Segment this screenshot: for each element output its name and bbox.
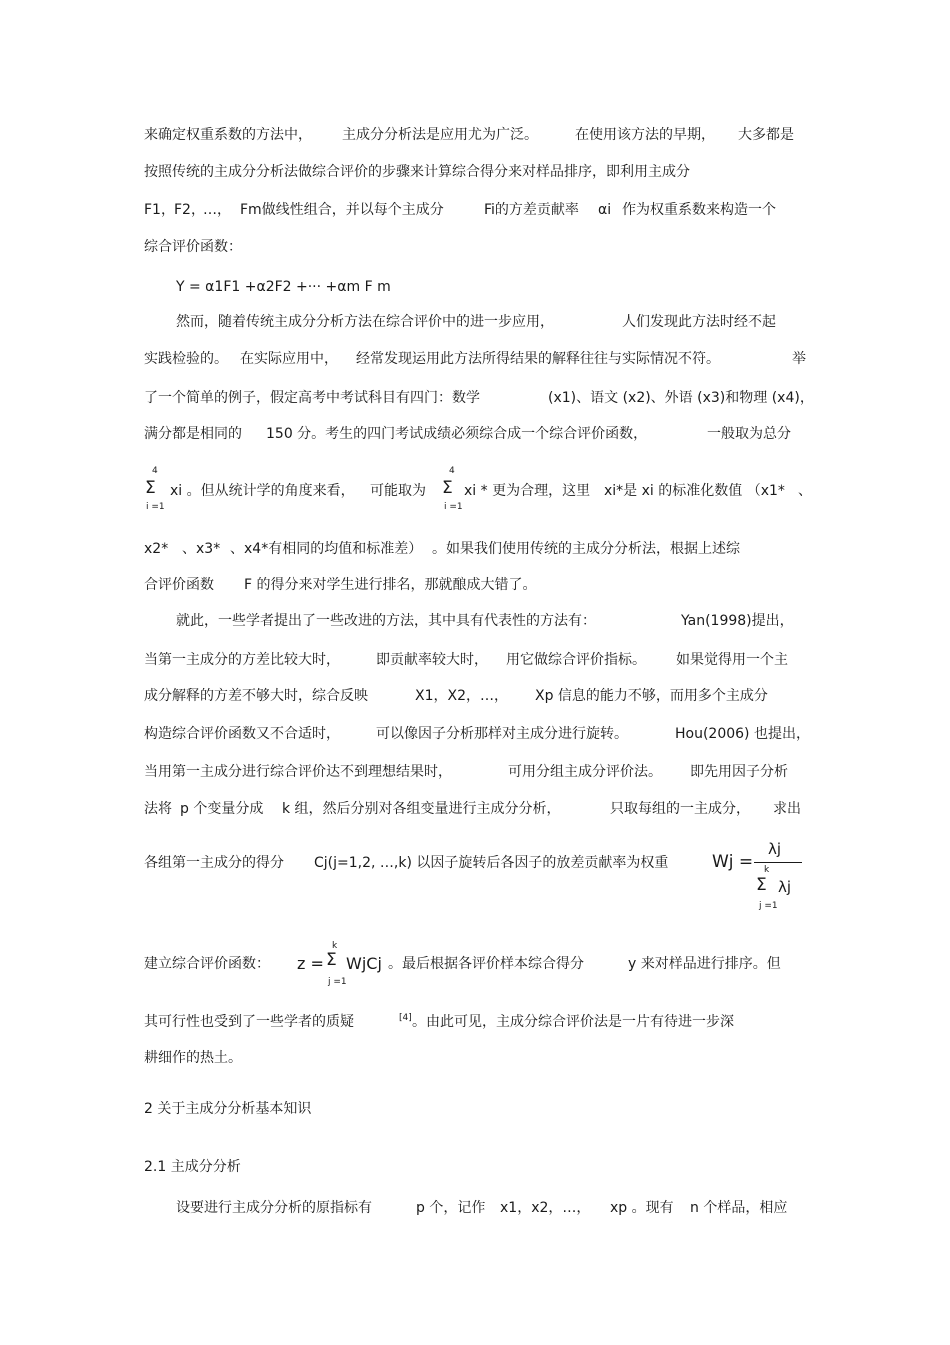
text: 了一个简单的例子，假定高考中考试科目有四门：数学	[144, 390, 480, 406]
text: 求出	[773, 801, 801, 817]
text: 。如果我们使用传统的主成分分析法，根据上述综	[432, 541, 740, 557]
text: 。由此可见，主成分综合评价法是一片有待进一步深	[412, 1014, 734, 1030]
sigma-symbol: Σ	[326, 950, 337, 970]
z-summation	[326, 941, 350, 989]
text: 用它做综合评价指标。	[506, 652, 646, 668]
text: F1，	[144, 202, 175, 218]
text: p 个，记作	[416, 1200, 486, 1216]
text: Fi的方差贡献率	[484, 202, 579, 218]
text: 合评价函数	[144, 577, 214, 593]
wj-denominator: λj	[778, 878, 792, 896]
text: x2*	[144, 541, 169, 557]
text: 构造综合评价函数又不合适时，	[144, 726, 340, 742]
text: p 个变量分成	[180, 801, 264, 817]
text: Hou(2006) 也提出，	[675, 726, 810, 742]
text: Yan(1998)提出，	[681, 613, 794, 629]
text: 举	[792, 351, 806, 367]
text: 人们发现此方法时经不起	[622, 314, 776, 330]
sum-lower: i =1	[146, 502, 165, 512]
text: 、x4*有相同的均值和标准差）	[230, 541, 423, 557]
text: 按照传统的主成分分析法做综合评价的步骤来计算综合得分来对样品排序，即利用主成分	[144, 164, 690, 180]
text: 综合评价函数：	[144, 239, 242, 255]
text: 耕细作的热土。	[144, 1050, 242, 1066]
text: Fm做线性组合，并以每个主成分	[240, 202, 444, 218]
text: (x1)、语文 (x2)、外语 (x3)和物理 (x4)，	[548, 390, 814, 406]
text: xi 。但从统计学的角度来看，	[170, 483, 355, 499]
text: …，	[203, 202, 231, 218]
text: 作为权重系数来构造一个	[622, 202, 776, 218]
text: 满分都是相同的	[144, 426, 242, 442]
sigma-symbol: Σ	[145, 478, 156, 498]
text: 来确定权重系数的方法中，	[144, 127, 312, 143]
text: xi*是 xi 的标准化数值 （x1*	[604, 483, 785, 499]
text: 主成分分析法是应用尤为广泛。	[342, 127, 538, 143]
text: 即先用因子分析	[690, 764, 788, 780]
text: 法将	[144, 801, 172, 817]
text: F 的得分来对学生进行排名，那就酿成大错了。	[244, 577, 537, 593]
text: n 个样品，相应	[690, 1200, 788, 1216]
text: Xp 信息的能力不够，而用多个主成分	[535, 688, 768, 704]
text: xp 。现有	[610, 1200, 674, 1216]
wj-sum-upper: k	[764, 865, 770, 875]
text: x1，x2，…，	[500, 1200, 591, 1216]
text: xi * 更为合理，这里	[464, 483, 591, 499]
text: 、	[798, 483, 812, 499]
text: 可以像因子分析那样对主成分进行旋转。	[376, 726, 628, 742]
text: 在使用该方法的早期，	[575, 127, 715, 143]
wj-formula	[712, 838, 812, 918]
summation-1	[143, 466, 167, 514]
heading: 2 关于主成分分析基本知识	[144, 1101, 312, 1117]
text: 经常发现运用此方法所得结果的解释往往与实际情况不符。	[356, 351, 720, 367]
text: 其可行性也受到了一些学者的质疑	[144, 1014, 354, 1030]
sum-upper: 4	[152, 466, 158, 476]
text: 一般取为总分	[707, 426, 791, 442]
heading: 2.1 主成分分析	[144, 1159, 241, 1175]
sigma-symbol: Σ	[442, 478, 453, 498]
text: 可能取为	[370, 483, 426, 499]
sum-lower: i =1	[444, 502, 463, 512]
text: 建立综合评价函数：	[144, 956, 270, 972]
text: 在实际应用中，	[240, 351, 338, 367]
text: 各组第一主成分的得分	[144, 855, 284, 871]
fraction-bar	[754, 862, 802, 863]
text: αi	[598, 202, 612, 218]
wj-numerator: λj	[768, 840, 782, 858]
text: 实践检验的。	[144, 351, 228, 367]
text: 即贡献率较大时，	[376, 652, 488, 668]
text: 。最后根据各评价样本综合得分	[388, 956, 584, 972]
text: 成分解释的方差不够大时，综合反映	[144, 688, 368, 704]
text: k 组，然后分别对各组变量进行主成分分析，	[282, 801, 561, 817]
text: 、x3*	[182, 541, 221, 557]
wj-sum-lower: j =1	[759, 901, 778, 911]
text: y 来对样品进行排序。但	[628, 956, 781, 972]
sigma-symbol: Σ	[756, 875, 767, 895]
text: 当第一主成分的方差比较大时，	[144, 652, 340, 668]
sum-lower: j =1	[328, 977, 347, 987]
text: 大多都是	[738, 127, 794, 143]
z-term: WjCj	[346, 954, 382, 973]
z-lhs: z =	[297, 954, 324, 973]
text: 只取每组的一主成分，	[610, 801, 750, 817]
text: Cj(j=1,2, …,k) 以因子旋转后各因子的放差贡献率为权重	[314, 855, 669, 871]
sum-upper: k	[332, 941, 338, 951]
text: 设要进行主成分分析的原指标有	[176, 1200, 372, 1216]
text: 当用第一主成分进行综合评价达不到理想结果时，	[144, 764, 452, 780]
sum-upper: 4	[449, 466, 455, 476]
summation-2	[441, 466, 465, 514]
text: 如果觉得用一个主	[676, 652, 788, 668]
text: 可用分组主成分评价法。	[508, 764, 662, 780]
text: 就此，一些学者提出了一些改进的方法，其中具有代表性的方法有：	[176, 613, 596, 629]
wj-lhs: Wj =	[712, 852, 754, 872]
text: X1，X2，…，	[415, 688, 508, 704]
formula: Y = α1F1 +α2F2 +··· +αm F m	[176, 279, 391, 295]
text: 150 分。考生的四门考试成绩必须综合成一个综合评价函数，	[266, 426, 648, 442]
text: 然而，随着传统主成分分析方法在综合评价中的进一步应用，	[176, 314, 554, 330]
text: F2，	[174, 202, 205, 218]
citation: [4]	[399, 1013, 412, 1023]
